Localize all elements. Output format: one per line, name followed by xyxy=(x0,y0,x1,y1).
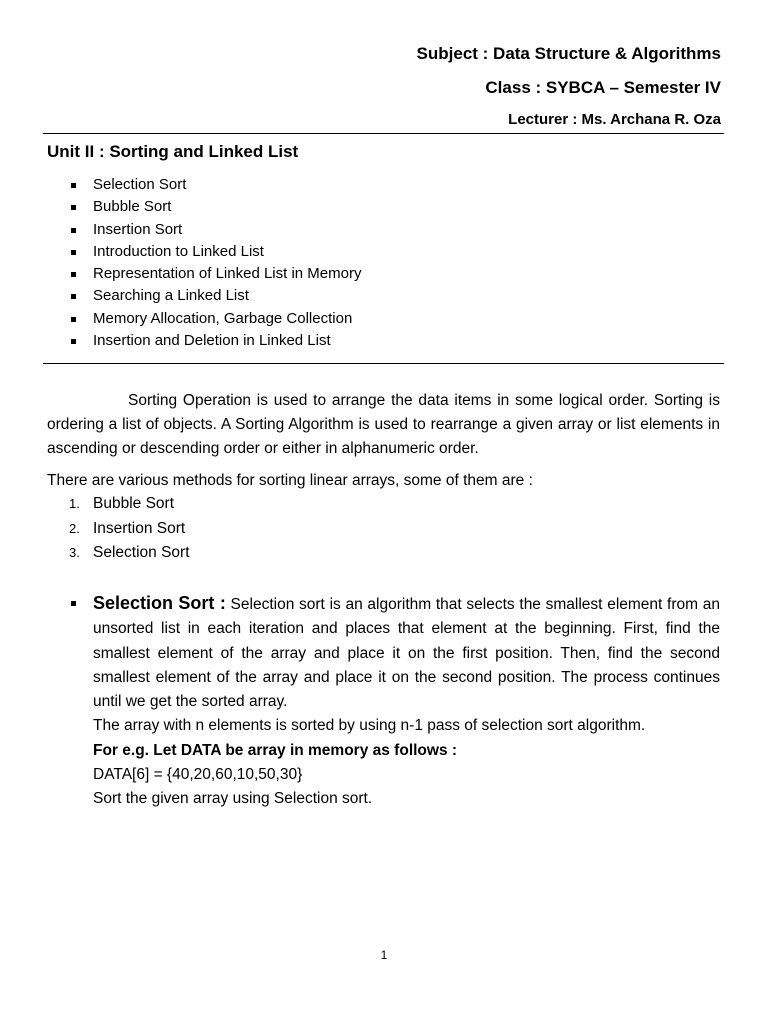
header-lecturer: Lecturer : Ms. Archana R. Oza xyxy=(508,111,721,128)
method-number: 2. xyxy=(69,520,80,536)
square-bullet-icon xyxy=(71,339,76,344)
header-class: Class : SYBCA – Semester IV xyxy=(485,78,721,97)
selection-sort-title: Selection Sort : xyxy=(93,593,226,613)
square-bullet-icon xyxy=(71,183,76,188)
topic-label: Insertion and Deletion in Linked List xyxy=(93,332,331,350)
topic-item xyxy=(0,196,768,218)
header-subject: Subject : Data Structure & Algorithms xyxy=(416,44,721,63)
topic-label: Selection Sort xyxy=(93,176,187,193)
method-number: 1. xyxy=(69,496,80,511)
selection-sort-description-block xyxy=(93,591,720,714)
section-divider xyxy=(43,363,724,364)
square-bullet-icon xyxy=(71,250,76,255)
topic-label: Searching a Linked List xyxy=(93,287,249,305)
method-label: Insertion Sort xyxy=(93,519,186,537)
topic-item xyxy=(0,308,768,330)
topic-item xyxy=(0,219,768,241)
example-heading: For e.g. Let DATA be array in memory as follows : xyxy=(93,741,458,759)
selection-sort-passes: The array with n elements is sorted by using n-1 pass of selection sort algorithm. xyxy=(93,717,646,735)
header-divider xyxy=(43,133,724,134)
method-item xyxy=(0,492,768,517)
topic-list xyxy=(0,174,768,352)
square-bullet-icon xyxy=(71,205,76,210)
page-number: 1 xyxy=(380,948,388,962)
selection-sort-description: Selection sort is an algorithm that selects the smallest element from an unsorted list in each iteration and places that element at the beginning. First, find the smallest element of the array and place it on the first position. Then, find the second smallest element of the array and place it on the second position. The process continues until we get the sorted array. xyxy=(93,596,720,711)
square-bullet-icon xyxy=(71,601,76,606)
square-bullet-icon xyxy=(71,272,76,277)
method-label: Selection Sort xyxy=(93,544,190,561)
example-array: DATA[6] = {40,20,60,10,50,30} xyxy=(93,766,303,784)
topic-label: Memory Allocation, Garbage Collection xyxy=(93,309,353,327)
topic-label: Introduction to Linked List xyxy=(93,242,264,260)
square-bullet-icon xyxy=(71,317,76,322)
method-item xyxy=(0,541,768,566)
topic-item xyxy=(0,330,768,352)
square-bullet-icon xyxy=(71,228,76,233)
topic-item xyxy=(0,241,768,263)
selection-sort-section xyxy=(93,591,720,812)
methods-list xyxy=(0,492,768,566)
topic-item xyxy=(0,174,768,196)
square-bullet-icon xyxy=(71,294,76,299)
unit-title: Unit II : Sorting and Linked List xyxy=(47,142,299,161)
topic-label: Representation of Linked List in Memory xyxy=(93,265,362,283)
topic-label: Insertion Sort xyxy=(93,220,183,238)
method-number: 3. xyxy=(69,545,80,560)
methods-intro: There are various methods for sorting linear arrays, some of them are : xyxy=(47,472,533,489)
topic-item xyxy=(0,263,768,285)
method-item xyxy=(0,517,768,542)
intro-paragraph: Sorting Operation is used to arrange the data items in some logical order. Sorting is ordering a list of objects. A Sorting Algorithm is used to rearrange a given array or list elements in ascending or descending order or either in alphanumeric order. xyxy=(47,392,720,457)
topic-label: Bubble Sort xyxy=(93,198,172,216)
topic-item xyxy=(0,285,768,307)
example-instruction: Sort the given array using Selection sort. xyxy=(93,790,373,808)
method-label: Bubble Sort xyxy=(93,495,174,512)
